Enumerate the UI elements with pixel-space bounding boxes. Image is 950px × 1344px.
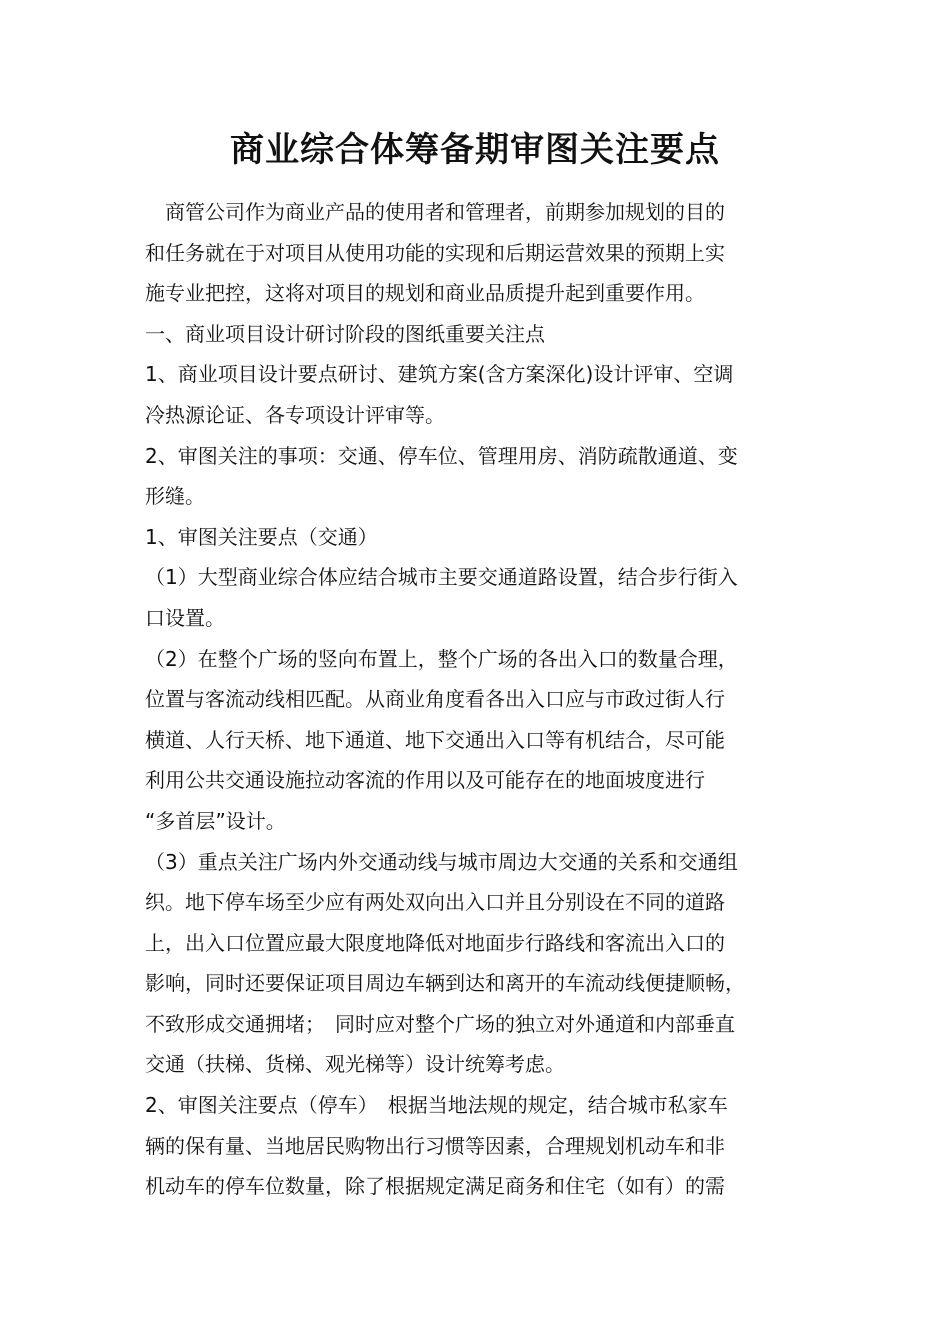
text-line: 和任务就在于对项目从使用功能的实现和后期运营效果的预期上实 bbox=[145, 240, 725, 265]
text-line: 位置与客流动线相匹配。从商业角度看各出入口应与市政过街人行 bbox=[145, 687, 725, 712]
text-line: 施专业把控，这将对项目的规划和商业品质提升起到重要作用。 bbox=[145, 281, 705, 306]
text-line: 不致形成交通拥堵； 同时应对整个广场的独立对外通道和内部垂直 bbox=[145, 1011, 735, 1036]
section-heading: 一、商业项目设计研讨阶段的图纸重要关注点 bbox=[145, 321, 545, 346]
text-line: （3）重点关注广场内外交通动线与城市周边大交通的关系和交通组 bbox=[145, 849, 738, 874]
text-line: 横道、人行天桥、地下通道、地下交通出入口等有机结合，尽可能 bbox=[145, 727, 725, 752]
text-line: 1、商业项目设计要点研讨、建筑方案(含方案深化)设计评审、空调 bbox=[145, 362, 734, 387]
text-line: 交通（扶梯、货梯、观光梯等）设计统筹考虑。 bbox=[145, 1052, 565, 1077]
document-body bbox=[145, 192, 815, 1207]
text-line: 商管公司作为商业产品的使用者和管理者，前期参加规划的目的 bbox=[145, 200, 725, 224]
text-line: （1）大型商业综合体应结合城市主要交通道路设置，结合步行街入 bbox=[145, 565, 738, 590]
text-line: 利用公共交通设施拉动客流的作用以及可能存在的地面坡度进行 bbox=[145, 768, 705, 793]
text-line: 口设置。 bbox=[145, 605, 225, 630]
text-line: “多首层”设计。 bbox=[145, 808, 286, 833]
text-line: 形缝。 bbox=[145, 484, 205, 509]
text-line: 冷热源论证、各专项设计评审等。 bbox=[145, 402, 445, 427]
text-line: 上，出入口位置应最大限度地降低对地面步行路线和客流出入口的 bbox=[145, 930, 725, 955]
text-line: 2、审图关注的事项：交通、停车位、管理用房、消防疏散通道、变 bbox=[145, 443, 738, 468]
text-line: 机动车的停车位数量，除了根据规定满足商务和住宅（如有）的需 bbox=[145, 1174, 725, 1199]
text-line: 辆的保有量、当地居民购物出行习惯等因素，合理规划机动车和非 bbox=[145, 1133, 725, 1158]
document-title: 商业综合体筹备期审图关注要点 bbox=[230, 130, 720, 170]
text-line: 影响，同时还要保证项目周边车辆到达和离开的车流动线便捷顺畅， bbox=[145, 971, 745, 996]
subsection-heading: 2、审图关注要点（停车） 根据当地法规的规定，结合城市私家车 bbox=[145, 1093, 728, 1118]
text-line: （2）在整个广场的竖向布置上，整个广场的各出入口的数量合理， bbox=[145, 646, 738, 671]
subsection-heading: 1、审图关注要点（交通） bbox=[145, 524, 378, 549]
text-line: 织。地下停车场至少应有两处双向出入口并且分别设在不同的道路 bbox=[145, 890, 725, 915]
